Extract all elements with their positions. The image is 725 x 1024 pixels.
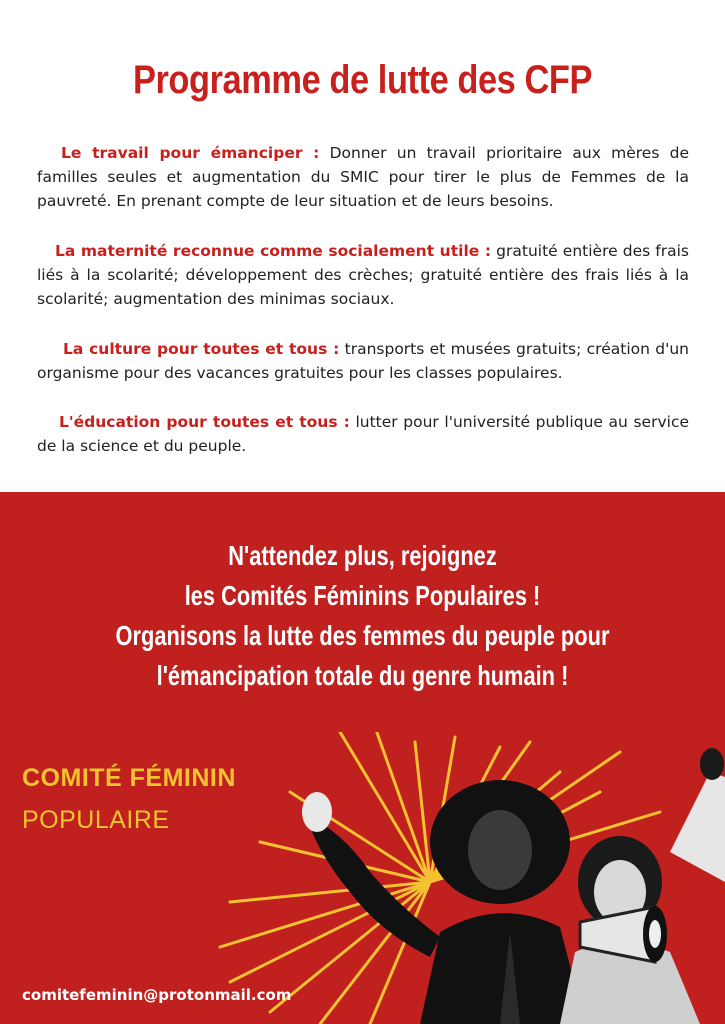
- program-item-education: [37, 410, 689, 458]
- program-item-work: [37, 141, 689, 213]
- program-item-text: gratuité entière des frais liés à la scolarité; développement des crèches; gratuité entière des frais liés à la scolarité; augmentation des minimas sociaux.: [37, 242, 690, 308]
- program-item-lead: La culture pour toutes et tous :: [63, 340, 340, 358]
- program-item-lead: La maternité reconnue comme socialement utile :: [55, 242, 492, 260]
- brand-name-line1: COMITÉ FÉMININ: [22, 764, 236, 792]
- program-item-text: transports et musées gratuits; création d'un organisme pour des vacances gratuites pour les classes populaires.: [37, 340, 689, 382]
- call-to-action: [80, 536, 646, 696]
- call-line: l'émancipation totale du genre humain !: [156, 660, 569, 691]
- program-item-lead: L'éducation pour toutes et tous :: [59, 413, 350, 431]
- program-item-text: lutter pour l'université publique au service de la science et du peuple.: [37, 413, 689, 455]
- call-to-action-section: [0, 492, 725, 1024]
- call-line: Organisons la lutte des femmes du peuple pour: [115, 620, 610, 651]
- protest-illustration: [200, 732, 725, 1024]
- woman-with-megaphone-icon: [560, 748, 725, 1024]
- brand-name-line2: POPULAIRE: [22, 806, 170, 834]
- program-section: [0, 0, 725, 492]
- program-item-culture: [37, 337, 689, 385]
- contact-email[interactable]: comitefeminin@protonmail.com: [22, 986, 292, 1004]
- call-line: N'attendez plus, rejoignez: [228, 540, 497, 571]
- program-item-lead: Le travail pour émanciper :: [61, 144, 320, 162]
- page-title: Programme de lutte des CFP: [132, 58, 593, 102]
- program-item-maternity: [37, 239, 689, 311]
- call-line: les Comités Féminins Populaires !: [184, 580, 541, 611]
- program-item-text: Donner un travail prioritaire aux mères de familles seules et augmentation du SMIC pour tirer le plus de Femmes de la pauvreté. En prenant compte de leur situation et de leurs besoins.: [37, 144, 689, 210]
- woman-with-fist-icon: [302, 780, 585, 1024]
